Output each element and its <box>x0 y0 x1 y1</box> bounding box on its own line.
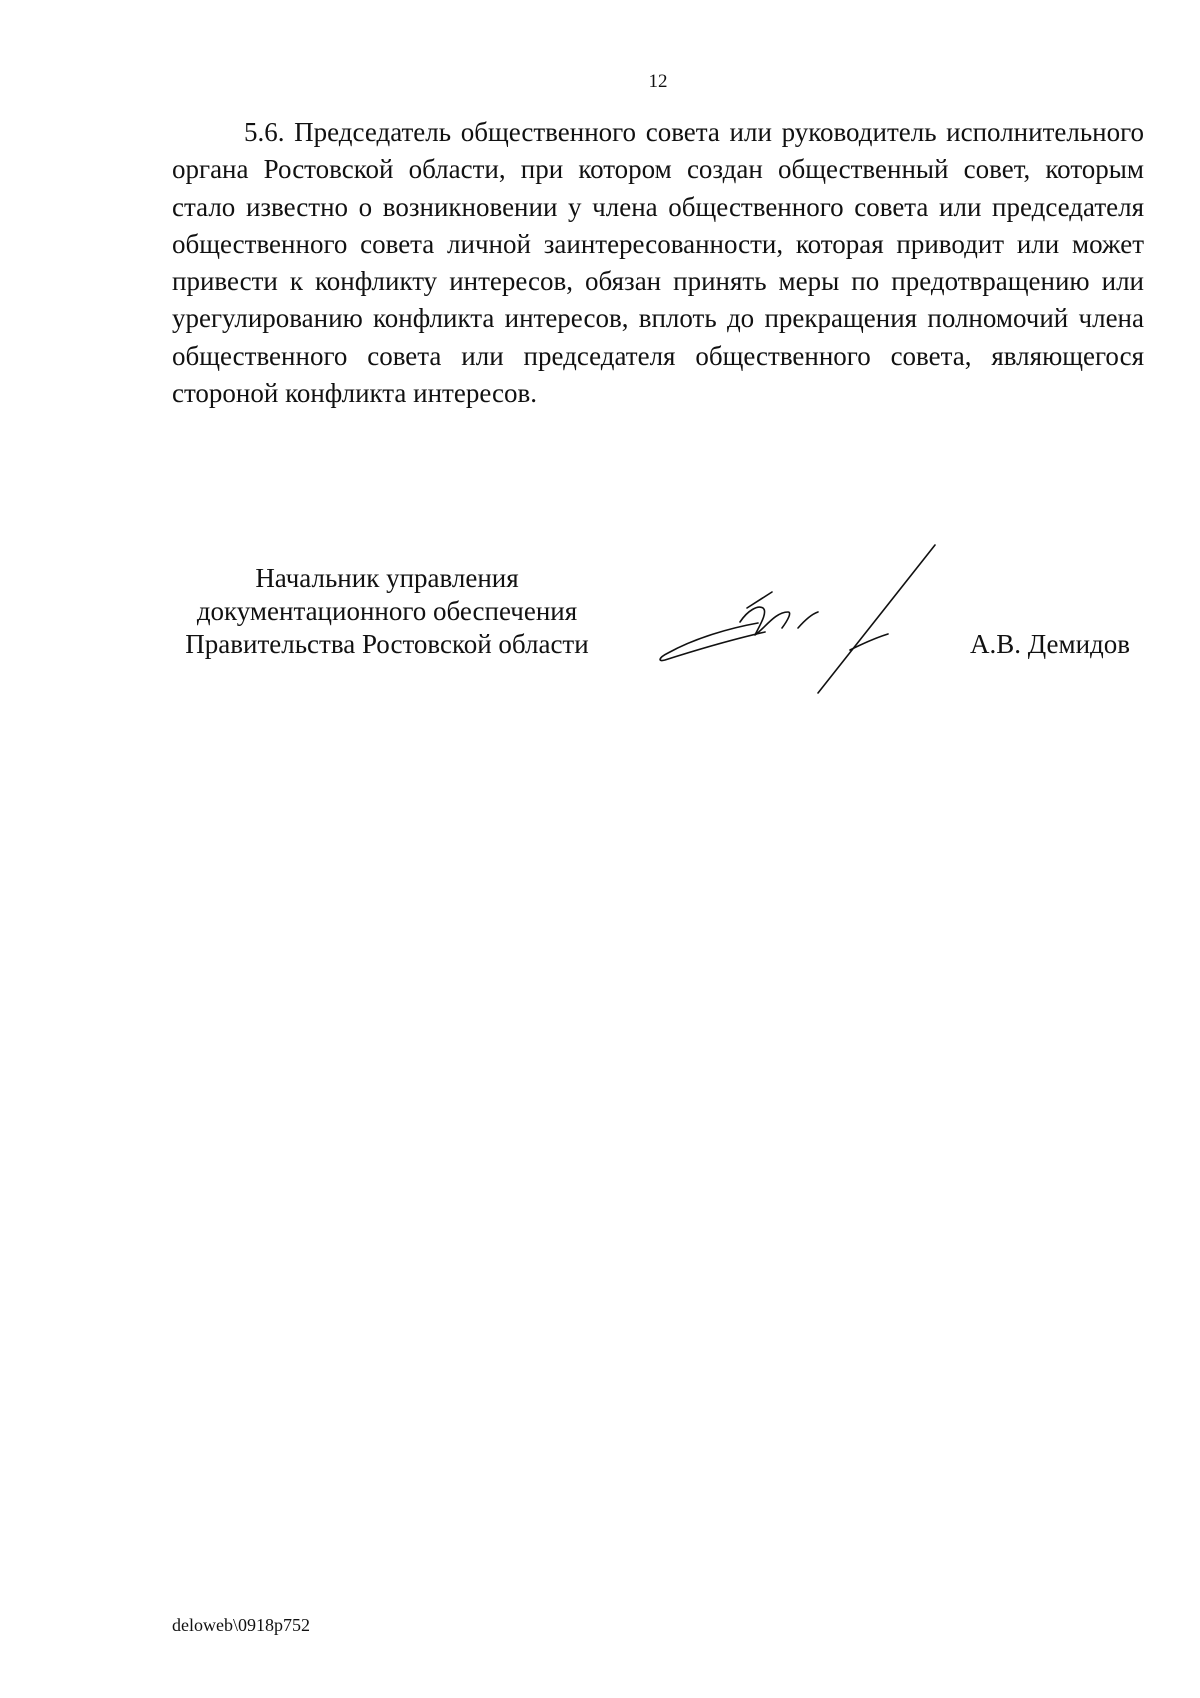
signature-stroke-cross <box>747 592 772 608</box>
signature-stroke-hook <box>798 612 818 628</box>
position-line-3: Правительства Ростовской области <box>185 629 589 659</box>
signature-stroke-tail <box>850 634 888 650</box>
signature-stroke-long <box>818 545 935 693</box>
signatory-position <box>172 562 602 661</box>
signer-name: А.В. Демидов <box>970 629 1131 659</box>
page-number: 12 <box>648 71 668 92</box>
handwritten-signature <box>650 540 940 700</box>
position-line-2: документационного обеспечения <box>196 596 578 626</box>
signature-stroke-loop <box>660 623 765 661</box>
document-code: deloweb\0918p752 <box>172 1615 310 1635</box>
position-line-1: Начальник управления <box>255 563 519 593</box>
paragraph-5-6: 5.6. Председатель общественного совета или руководитель исполнительного органа Ростовской области, при котором создан общественный совет, которым стало известно о возникновении у члена общественного совета или председателя общественного совета личной заинтересованности, которая приводит или может привести к конфликту интересов, обязан принять меры по предотвращению или урегулированию конфликта интересов, вплоть до прекращения полномочий члена общественного совета или председателя общественного совета, являющегося стороной конфликта интересов. <box>172 117 1144 409</box>
signature-stroke-flourish <box>740 607 790 635</box>
